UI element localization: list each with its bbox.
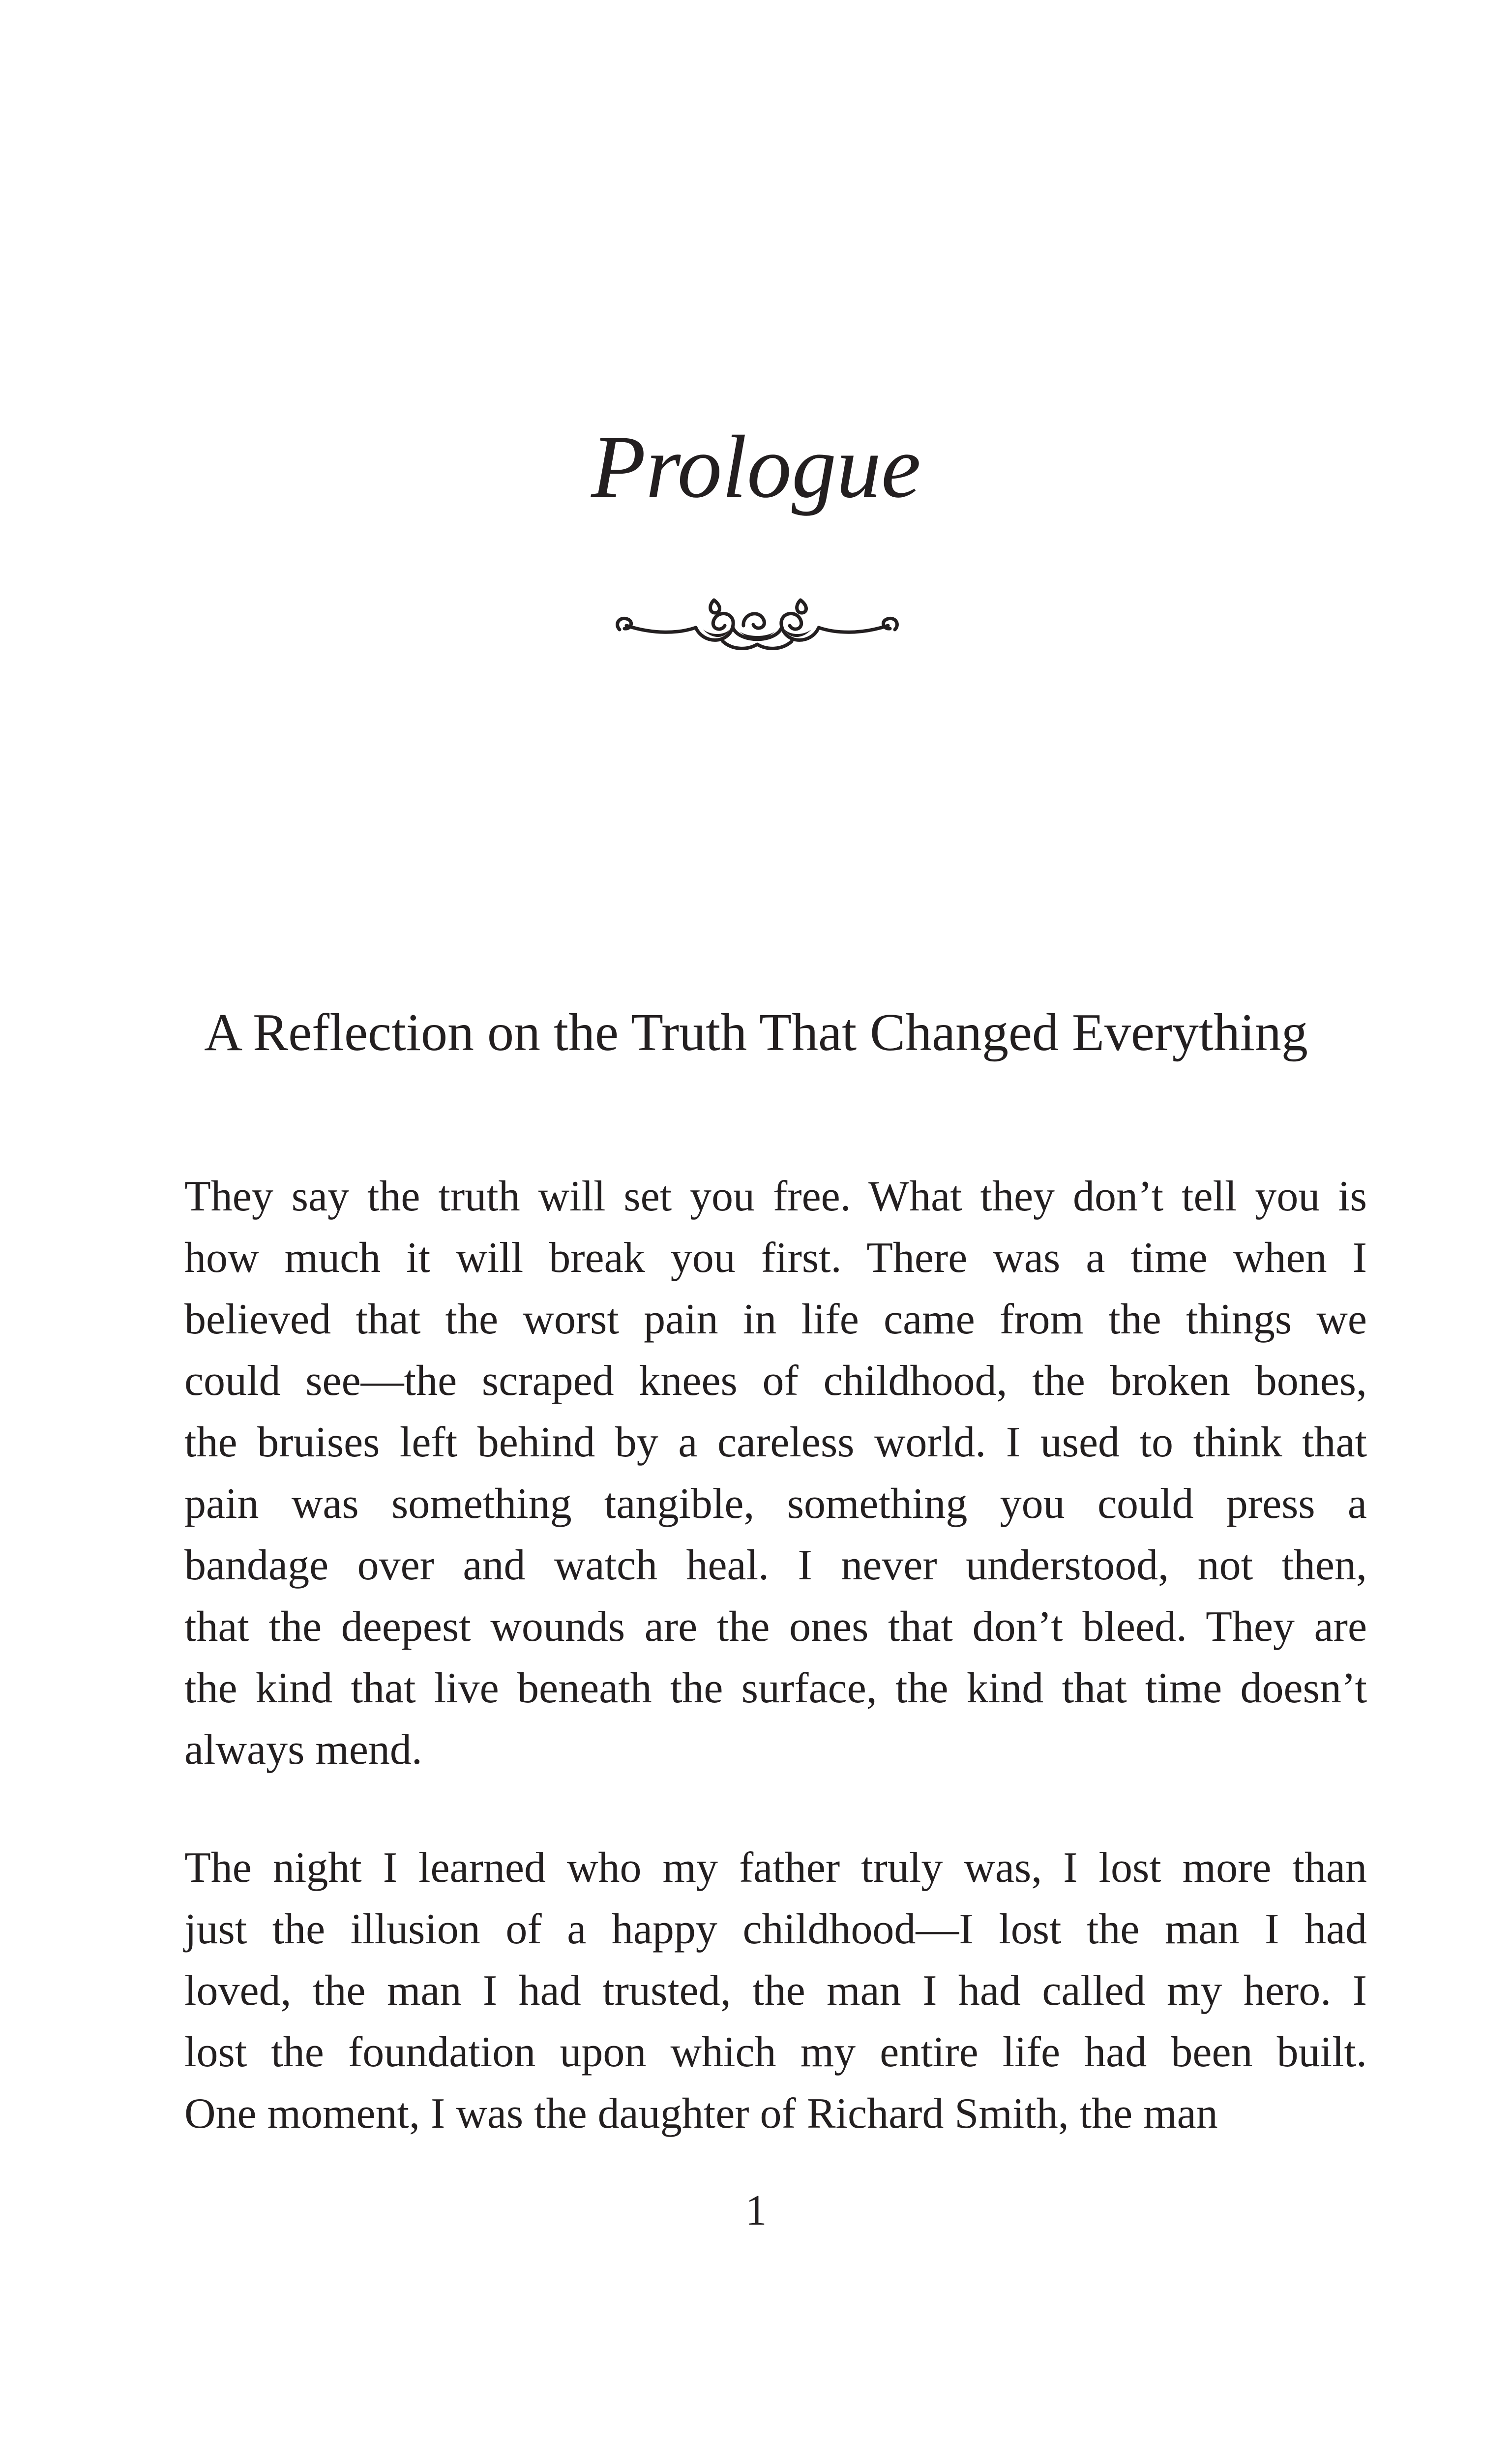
text-line: pain was something tangible, something you could press a [184,1480,1367,1528]
flourish-divider-icon [610,580,905,659]
text-line: always mend. [184,1726,422,1774]
text-line: lost the foundation upon which my entire life had been built. [184,2028,1367,2076]
text-line: could see—the scraped knees of childhood, the broken bones, [184,1357,1367,1405]
text-line: the kind that live beneath the surface, the kind that time doesn’t [184,1664,1367,1712]
chapter-subtitle: A Reflection on the Truth That Changed Everything [204,1003,1308,1062]
text-line: how much it will break you first. There was a time when I [184,1234,1367,1282]
text-line: They say the truth will set you free. What they don’t tell you is [184,1173,1367,1220]
text-line: bandage over and watch heal. I never understood, not then, [184,1541,1367,1589]
text-line: the bruises left behind by a careless world. I used to think that [184,1418,1367,1466]
text-line: that the deepest wounds are the ones that don’t bleed. They are [184,1603,1367,1651]
text-line: believed that the worst pain in life came from the things we [184,1296,1367,1343]
text-line: One moment, I was the daughter of Richard Smith, the man [184,2090,1218,2138]
page-number: 1 [745,2187,767,2234]
text-line: The night I learned who my father truly was, I lost more than [184,1844,1367,1892]
chapter-body [184,1166,1367,2144]
text-line: loved, the man I had trusted, the man I had called my hero. I [184,1967,1367,2015]
paragraph-1 [184,1166,1367,1780]
paragraph-2 [184,1837,1367,2144]
text-line: just the illusion of a happy childhood—I lost the man I had [184,1905,1367,1953]
chapter-title: Prologue [591,418,921,516]
